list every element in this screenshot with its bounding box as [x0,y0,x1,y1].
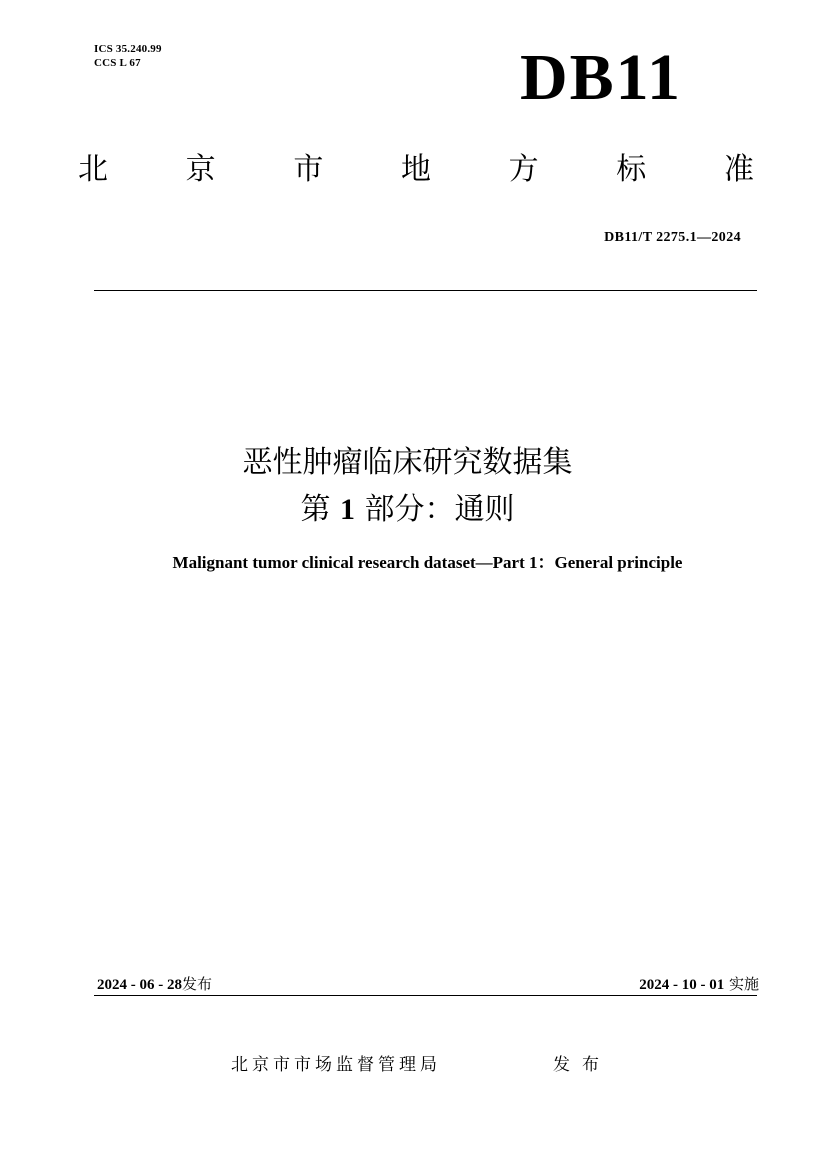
standard-type-char: 地 [400,152,431,187]
ics-code: ICS 35.240.99 [94,43,162,55]
standard-type-char: 方 [508,152,539,187]
publish-label: 发布 [182,975,213,993]
standard-type-char: 京 [185,152,216,187]
issuing-authority: 北京市市场监督管理局 [231,1055,441,1075]
document-title: 恶性肿瘤临床研究数据集 [242,445,573,480]
db11-logo: DB11 [520,41,683,114]
bottom-divider [94,995,757,996]
implement-date-value: 2024 - 10 - 01 [639,977,725,993]
publish-date [97,973,212,996]
standard-type-char: 准 [723,152,754,187]
issue-word: 发布 [553,1055,611,1075]
ccs-code: CCS L 67 [94,57,141,69]
publish-date-value: 2024 - 06 - 28 [97,977,182,993]
part-number: 1 [340,493,355,526]
implement-date [639,973,759,996]
english-title: Malignant tumor clinical research dataset—Part 1：General principle [172,553,683,572]
standard-type-char: 市 [293,152,324,187]
standard-type-char: 标 [616,152,647,187]
part-prefix: 第 [300,492,331,527]
standard-code: DB11/T 2275.1—2024 [604,230,741,245]
top-divider [94,290,757,291]
part-suffix: 部分：通则 [364,492,515,527]
standard-type-title [78,148,754,192]
standard-type-char: 北 [78,152,108,187]
implement-label: 实施 [728,975,759,993]
classification-codes [94,42,162,70]
document-part-title [0,490,815,530]
